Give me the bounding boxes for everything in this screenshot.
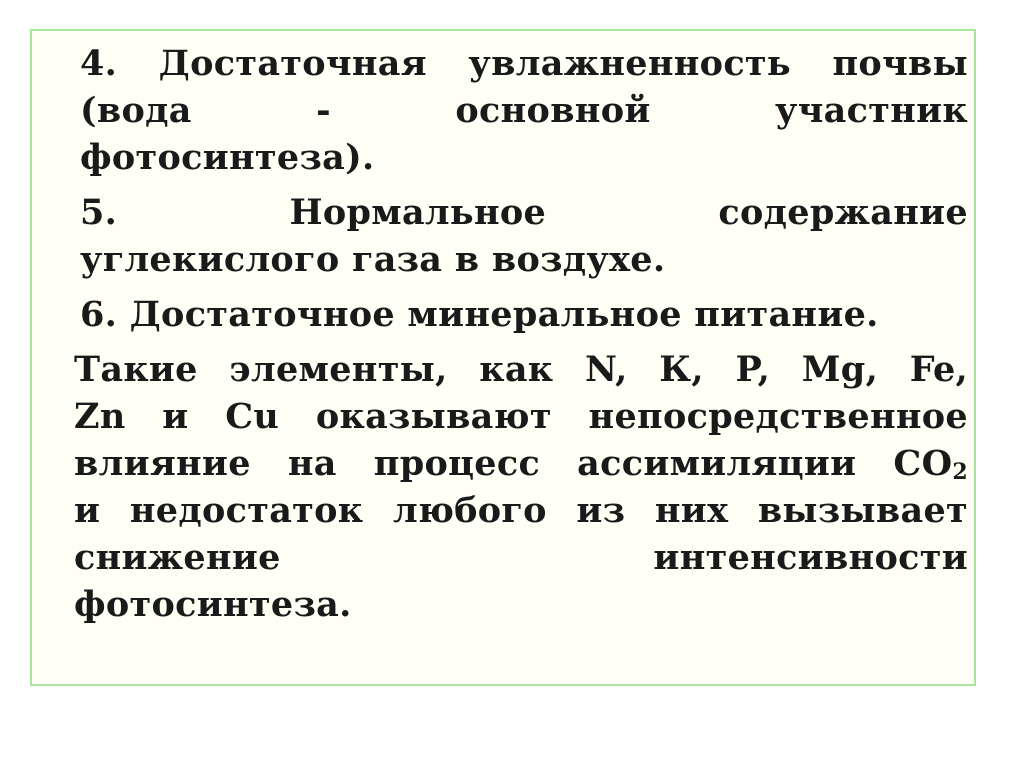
text-line: снижение интенсивности <box>74 537 968 578</box>
paragraph-item-5 <box>80 189 968 283</box>
slide-content <box>74 40 968 628</box>
text-line: углекислого газа в воздухе. <box>80 239 666 280</box>
text-line: и недостаток любого из них вызывает <box>74 490 968 531</box>
text-line: фотосинтеза). <box>80 137 375 178</box>
text-line-with-subscript <box>74 440 968 487</box>
text-line: 4. Достаточная увлажненность почвы <box>80 43 968 84</box>
paragraph-item-6 <box>80 291 968 338</box>
paragraph-item-4 <box>80 40 968 181</box>
text-line: 5. Нормальное содержание <box>80 192 968 233</box>
co2-subscript: 2 <box>952 459 968 485</box>
text-line: фотосинтеза. <box>74 584 352 625</box>
text-line: 6. Достаточное минеральное питание. <box>80 294 879 335</box>
text-line: Такие элементы, как N, К, P, Mg, Fe, <box>74 349 968 390</box>
text-line: Zn и Cu оказывают непосредственное <box>74 396 968 437</box>
text-line: (вода - основной участник <box>80 90 968 131</box>
text-fragment: влияние на процесс ассимиляции CO <box>74 443 953 484</box>
paragraph-elements-note <box>74 346 968 628</box>
